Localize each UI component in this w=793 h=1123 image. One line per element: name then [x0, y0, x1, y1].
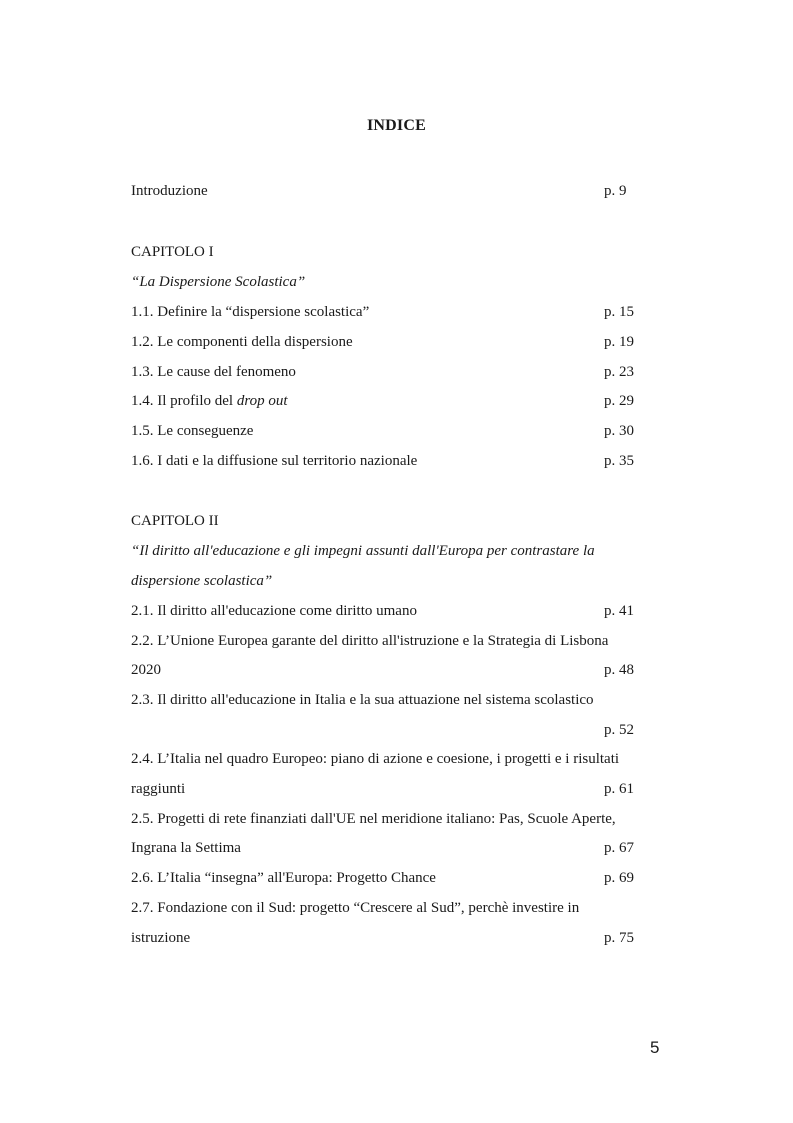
toc-entry-page: p. 67	[604, 840, 634, 856]
toc-entry-page: p. 9	[604, 183, 627, 199]
toc-entry-label: 1.6. I dati e la diffusione sul territorio nazionale	[131, 453, 418, 469]
toc-entry-page: p. 61	[604, 781, 634, 797]
toc-entry-label: 1.3. Le cause del fenomeno	[131, 364, 296, 380]
page-title: INDICE	[367, 117, 426, 134]
toc-entry-label: 2.6. L’Italia “insegna” all'Europa: Progetto Chance	[131, 870, 436, 886]
toc-entry-page: p. 35	[604, 453, 634, 469]
toc-entry-label: 2.5. Progetti di rete finanziati dall'UE nel meridione italiano: Pas, Scuole Aperte,	[131, 811, 616, 827]
toc-entry-label: 2.7. Fondazione con il Sud: progetto “Crescere al Sud”, perchè investire in	[131, 900, 580, 916]
toc-entry-page: p. 75	[604, 930, 634, 946]
toc-entry-page: p. 19	[604, 334, 634, 350]
toc-entry-label: 2020	[131, 662, 161, 678]
toc-entry-label: 2.2. L’Unione Europea garante del diritto all'istruzione e la Strategia di Lisbona	[131, 633, 609, 649]
toc-entry-page: p. 48	[604, 662, 634, 678]
page-number: 5	[650, 1038, 660, 1057]
toc-entry-page: p. 52	[604, 722, 634, 738]
toc-entry-label: 1.5. Le conseguenze	[131, 423, 254, 439]
toc-entry-page: p. 29	[604, 393, 634, 409]
toc-entry-label: 2.3. Il diritto all'educazione in Italia e la sua attuazione nel sistema scolastico	[131, 692, 594, 708]
toc-entry-label: Introduzione	[131, 183, 208, 199]
toc-entry-page: p. 41	[604, 603, 634, 619]
toc-entry-page: p. 23	[604, 364, 634, 380]
toc-entry-label: 1.4. Il profilo del drop out	[131, 393, 288, 409]
toc-entry-page: p. 69	[604, 870, 634, 886]
toc-entry-label: 1.2. Le componenti della dispersione	[131, 334, 353, 350]
toc-entry-page: p. 30	[604, 423, 634, 439]
toc-entry-label: Ingrana la Settima	[131, 840, 241, 856]
document-page: INDICE Introduzione p. 9 CAPITOLO I “La Dispersione Scolastica” 1.1. Definire la “dispersione scolastica” p. 15 1.2. Le componenti della dispersione p. 19 1.3. Le cause del fenomeno p. 23 1.4. Il profilo del drop out p. 29 1.5. Le conseguenze p. 30 1.6. I dati e la diffusione sul territorio nazionale p. 35 CAPITOLO II “Il diritto all'educazione e gli impegni assunti dall'Europa per contrastare la dispersione scolastica” 2.1. Il diritto all'educazione come diritto umano p. 41 2.2. L’Unione Europea garante del diritto all'istruzione e la Strategia di Lisbona 2020 p. 48 2.3. Il diritto all'educazione in Italia e la sua attuazione nel sistema scolastico p. 52 2.4. L’Italia nel quadro Europeo: piano di azione e coesione, i progetti e i risultati raggiunti p. 61 2.5. Progetti di rete finanziati dall'UE nel meridione italiano: Pas, Scuole Aperte, Ingrana la Settima p. 67 2.6. L’Italia “insegna” all'Europa: Progetto Chance p. 69 2.7. Fondazione con il Sud: progetto “Crescere al Sud”, perchè investire in istruzione p. 75 5	[0, 0, 793, 1123]
toc-entry-label: 1.1. Definire la “dispersione scolastica”	[131, 304, 370, 320]
toc-entry-label: istruzione	[131, 930, 191, 946]
toc-entry-label: 2.1. Il diritto all'educazione come diritto umano	[131, 603, 417, 619]
toc-entry-label: raggiunti	[131, 781, 186, 797]
toc-entry-page: p. 15	[604, 304, 634, 320]
toc-entry-label: 2.4. L’Italia nel quadro Europeo: piano di azione e coesione, i progetti e i risultati	[131, 751, 620, 767]
